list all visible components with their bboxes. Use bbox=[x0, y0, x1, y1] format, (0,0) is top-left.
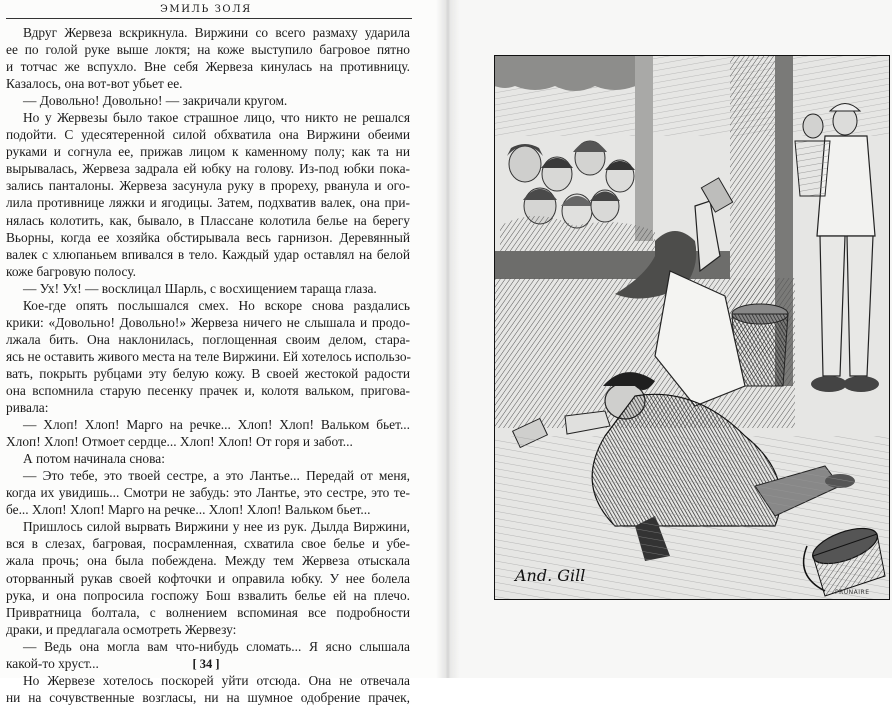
text-line: Но Жервезе хотелось поскорей уйти отсюда. Она не отвечала bbox=[23, 672, 410, 688]
text-line: Но у Жервезы было такое страшное лицо, что никто не решался bbox=[23, 110, 410, 126]
text-line: вырывалась, Жервеза задрала ей юбку на голову. Из-под юбки пока- bbox=[6, 161, 410, 177]
text-column bbox=[6, 24, 410, 706]
text-line: лила противнице ляжки и ягодицы. Затем, подхватив валек, она при- bbox=[6, 195, 410, 211]
running-head-rule bbox=[6, 18, 412, 19]
text-line: руками и согнула ее, прижав лицом к каменному полу; как та ни bbox=[6, 144, 410, 160]
text-line: крики: «Довольно! Довольно!» Жервеза ничего не слышала и продо- bbox=[6, 314, 410, 330]
text-line: лжала бить. Она наклонилась, поглощенная своим делом, стара- bbox=[6, 331, 410, 347]
text-line: ее по голой руке выше локтя; на коже выступило багровое пятно bbox=[6, 42, 410, 58]
text-line: ясь не оставить живого места на теле Виржини. Ей хотелось использо- bbox=[6, 348, 412, 364]
text-line: подойти. С удесятеренной силой обхватила она Виржини обеими bbox=[6, 127, 410, 143]
text-line: какой-то хруст... bbox=[6, 655, 99, 671]
text-line: А потом начинала снова: bbox=[23, 451, 165, 467]
text-line: бе... Хлоп! Хлоп! Марго на речке... Хлоп! Хлоп! Вальком бьет... bbox=[6, 502, 371, 518]
text-line: Хлоп! Хлоп! Отмоет сердце... Хлоп! Хлоп! От горя и забот... bbox=[6, 434, 353, 450]
text-line: — Хлоп! Хлоп! Марго на речке... Хлоп! Хлоп! Вальком бьет... bbox=[23, 417, 410, 433]
text-line: Кое-где опять послышался смех. Но вскоре снова раздались bbox=[23, 297, 410, 313]
text-line: — Довольно! Довольно! — закричали кругом. bbox=[23, 93, 288, 109]
text-line: вать, покрыть рубцами эту белую кожу. В своей жестокой радости bbox=[6, 365, 410, 381]
text-line: Вдруг Жервеза вскрикнула. Виржини со всего размаху ударила bbox=[23, 25, 410, 40]
text-line: рука, и она попросила госпожу Бош взвалить белье ей на плечо. bbox=[6, 587, 410, 603]
text-line: зались панталоны. Жервеза засунула руку в прореху, рванула и ого- bbox=[6, 178, 410, 194]
text-line: — Ведь она могла вам что-нибудь сломать... Я ясно слышала bbox=[23, 638, 410, 654]
text-line: драки, и предлагала осмотреть Жервезу: bbox=[6, 621, 237, 637]
artist-signature: And. Gill bbox=[515, 566, 586, 585]
curtain-valance bbox=[495, 56, 635, 91]
running-head: ЭМИЛЬ ЗОЛЯ bbox=[160, 4, 252, 15]
text-line: вся в слезах, багровая, посрамленная, схватила свое белье и убе- bbox=[6, 536, 410, 552]
text-line: ривала: bbox=[6, 400, 49, 416]
text-line: и тотчас же вспухло. Вне себя Жервеза кинулась на противницу. bbox=[6, 59, 410, 75]
engraver-mark: PRUNAIRE bbox=[835, 589, 870, 596]
text-line: жала прочь; она была побеждена. Между тем Жервеза отыскала bbox=[6, 553, 410, 569]
text-line: валек с хлюпаньем впивался в тело. Каждый удар оставлял на белой bbox=[6, 246, 410, 262]
text-line: Казалось, она вот-вот убьет ее. bbox=[6, 76, 183, 92]
text-line: ни на сочувственные возгласы, ни на шумное одобрение прачек, bbox=[6, 689, 410, 705]
page-number: [ 34 ] bbox=[192, 657, 220, 671]
left-page bbox=[0, 0, 446, 705]
text-line: коже багровую полосу. bbox=[6, 263, 136, 279]
text-line: Пришлось силой вырвать Виржини у нее из рук. Дылда Виржини, bbox=[23, 519, 410, 535]
text-line: нялась колотить, как, бывало, в Плассане колотила белье на берегу bbox=[6, 212, 410, 228]
text-line: Привратница болтала, с волнением вспоминая все подробности bbox=[6, 604, 410, 620]
text-line: — Это тебе, это твоей сестре, а это Лантье... Передай от меня, bbox=[23, 468, 410, 484]
text-line: когда их увидишь... Смотри не забудь: это Лантье, это сестре, это те- bbox=[6, 485, 410, 501]
text-line: — Ух! Ух! — восклицал Шарль, с восхищением тараща глаза. bbox=[23, 280, 377, 296]
engraving-illustration bbox=[495, 56, 889, 599]
text-line: Вьорны, когда ее хозяйка обстирывала весь гарнизон. Деревянный bbox=[6, 229, 410, 245]
text-line: оторванный рукав своей кофточки и оправила юбку. У нее болела bbox=[6, 570, 410, 586]
gutter-shadow bbox=[436, 0, 460, 678]
text-line: она вспомнила старую песенку прачек и, колотя вальком, пригова- bbox=[6, 382, 410, 398]
illustration-plate bbox=[494, 55, 890, 600]
window-post bbox=[635, 56, 653, 241]
